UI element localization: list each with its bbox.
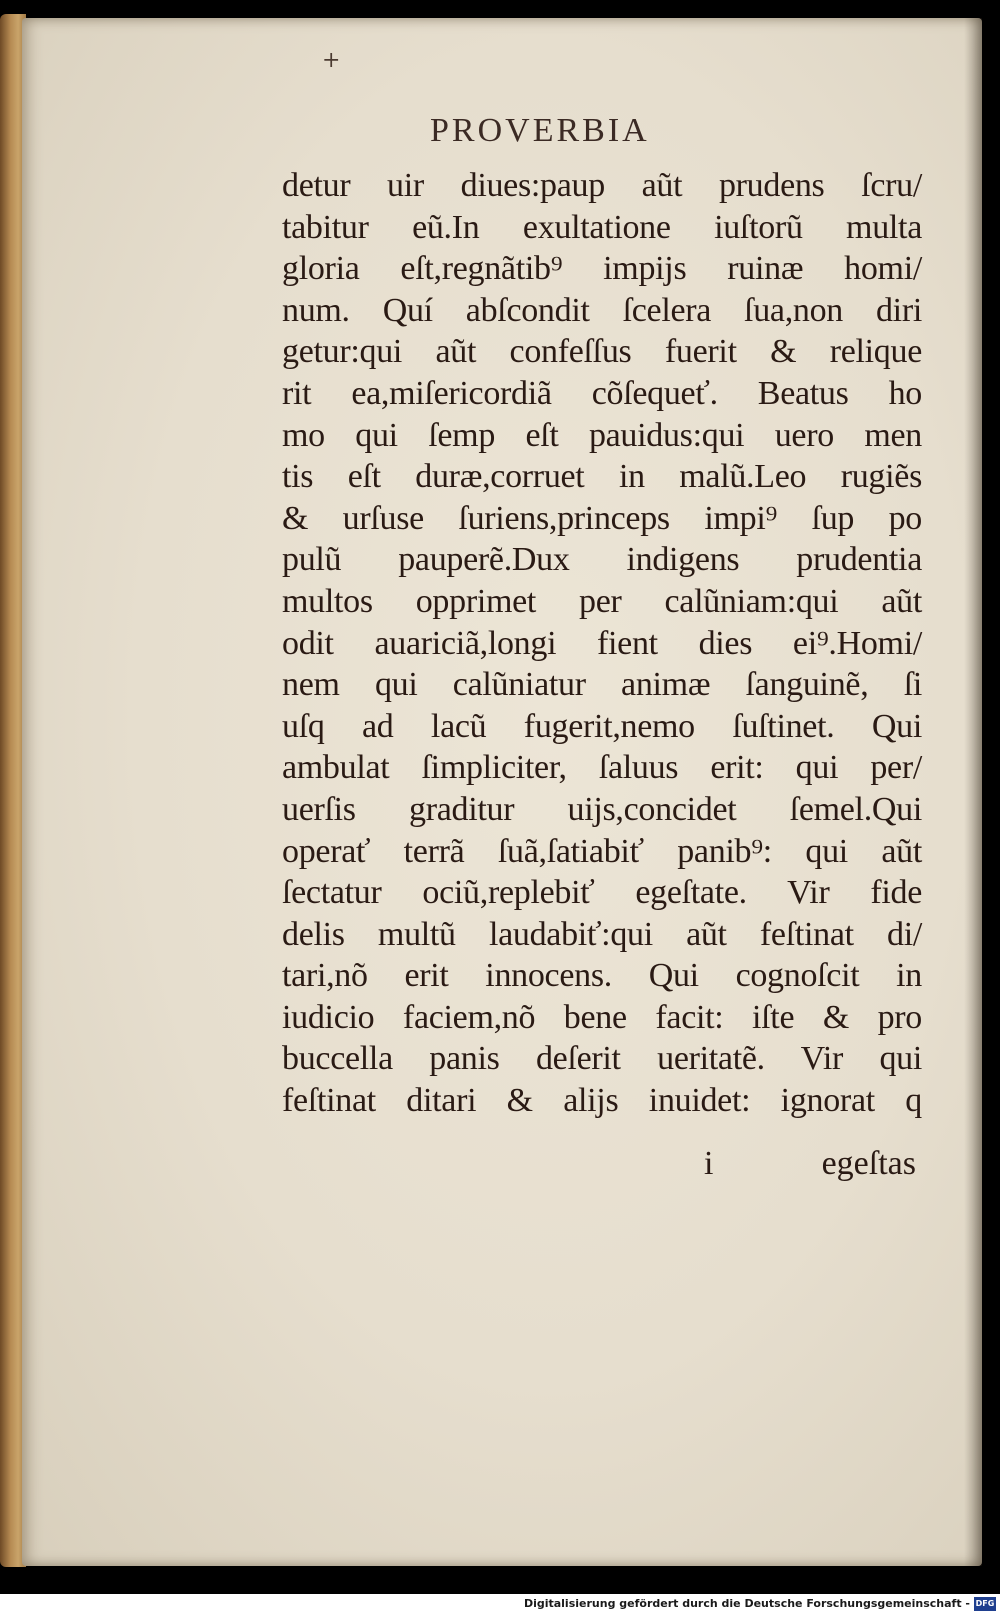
text-line: ambulat ſimpliciter, ſaluus erit: qui per/ xyxy=(282,749,922,787)
dfg-logo: DFG xyxy=(974,1597,996,1611)
text-line: feſtinat ditari & alijs inuidet: ignorat q xyxy=(282,1082,922,1120)
text-line: detur uir diues:paup aũt prudens ſcru/ xyxy=(282,167,922,204)
text-line: tis eſt duræ,corruet in malũ.Leo rugiẽs xyxy=(282,458,922,496)
text-line: odit auariciã,longi fient dies ei⁹.Homi/ xyxy=(282,624,922,662)
catchword: egeſtas xyxy=(821,1145,916,1182)
text-line: multos opprimet per calũniam:qui aũt xyxy=(282,582,922,620)
text-line: buccella panis deſerit ueritatẽ. Vir qui xyxy=(282,1040,922,1078)
signature-mark: i xyxy=(704,1145,714,1182)
text-line: delis multũ laudabiť:qui aũt feſtinat di/ xyxy=(282,915,922,953)
running-head: PROVERBIA xyxy=(430,112,650,149)
text-line: tabitur eũ.In exultatione iuſtorũ multa xyxy=(282,208,922,246)
text-line: tari,nõ erit innocens. Qui cognoſcit in xyxy=(282,957,922,995)
text-line: gloria eſt,regnãtib⁹ impijs ruinæ homi/ xyxy=(282,250,922,288)
text-line: rit ea,miſericordiã cõſequeť. Beatus ho xyxy=(282,374,922,412)
text-line: ſectatur ociũ,replebiť egeſtate. Vir fide xyxy=(282,874,922,912)
text-block xyxy=(282,165,922,1122)
catchword-line xyxy=(282,1145,922,1185)
text-line: & urſuse ſuriens,princeps impi⁹ ſup po xyxy=(282,499,922,537)
corner-mark: + xyxy=(322,48,341,73)
text-line: nem qui calũniatur animæ ſanguinẽ, ſi xyxy=(282,666,922,704)
text-line: num. Quí abſcondit ſcelera ſua,non diri xyxy=(282,291,922,329)
funding-credit: Digitalisierung gefördert durch die Deutsche Forschungsgemeinschaft - xyxy=(523,1597,970,1610)
gutter-shadow xyxy=(964,18,982,1566)
text-line: iudicio faciem,nõ bene facit: iſte & pro xyxy=(282,998,922,1036)
footer-bar xyxy=(0,1594,1000,1615)
text-line: operať terrã ſuã,ſatiabiť panib⁹: qui aũt xyxy=(282,832,922,870)
text-line: mo qui ſemp eſt pauidus:qui uero men xyxy=(282,416,922,454)
text-line: getur:qui aũt confeſſus fuerit & relique xyxy=(282,333,922,371)
text-line: uerſis graditur uijs,concidet ſemel.Qui xyxy=(282,790,922,828)
text-line: pulũ pauperẽ.Dux indigens prudentia xyxy=(282,541,922,579)
text-line: uſq ad lacũ fugerit,nemo ſuſtinet. Qui xyxy=(282,707,922,745)
